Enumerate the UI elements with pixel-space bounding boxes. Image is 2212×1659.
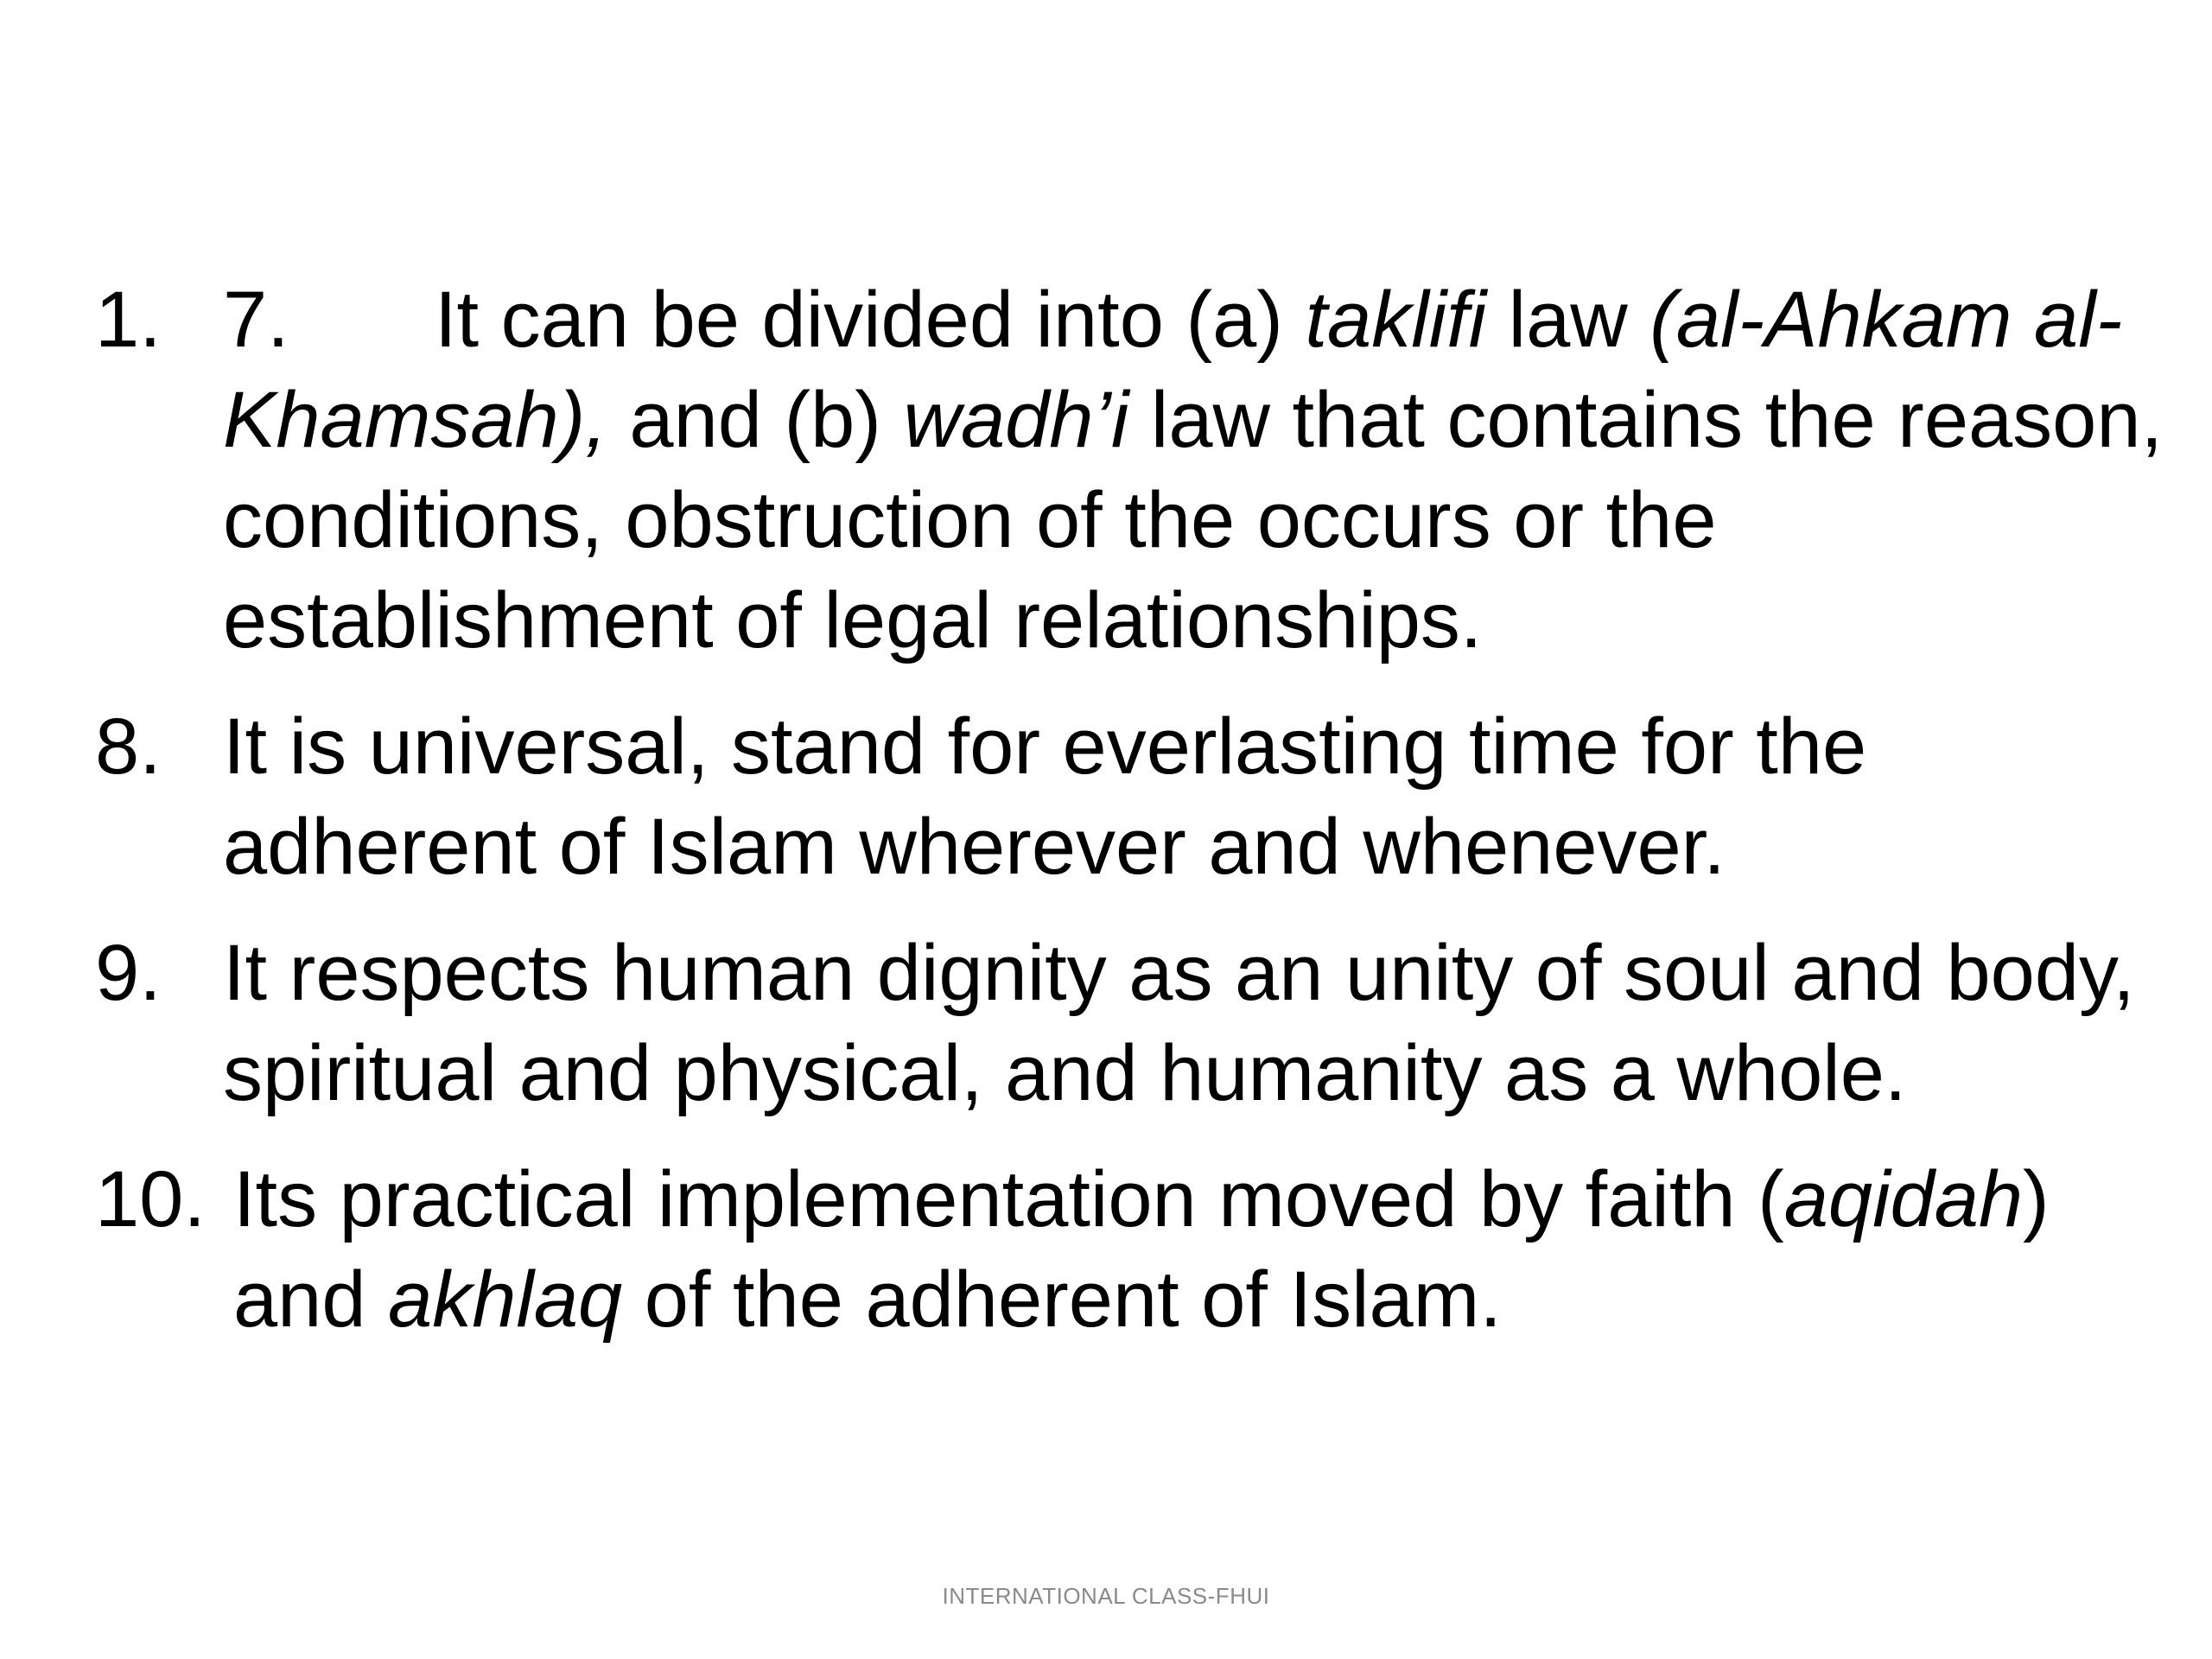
text-segment: of the adherent of Islam. xyxy=(622,1255,1502,1344)
list-item-number: 9. xyxy=(95,929,162,1017)
slide-footer: INTERNATIONAL CLASS-FHUI xyxy=(942,1583,1270,1609)
text-segment: Its practical implementation moved by faith ( xyxy=(233,1155,1784,1243)
list-item-number: 8. xyxy=(95,702,162,791)
text-segment-italic: (al-Ahkam al-Khamsah), xyxy=(223,276,2123,464)
list-item xyxy=(95,696,2169,897)
list-item-text xyxy=(233,1149,2169,1350)
text-segment-italic: akhlaq xyxy=(388,1255,623,1344)
numbered-list xyxy=(95,270,2169,1376)
list-item-number: 1. xyxy=(95,276,162,364)
text-segment: and (b) xyxy=(607,376,904,464)
list-item-sub-number: 7. xyxy=(223,276,289,364)
list-item-number: 10. xyxy=(95,1155,206,1243)
list-item xyxy=(95,270,2169,671)
text-segment: It respects human dignity as an unity of soul and body, spiritual and physical, and humanity as a whole. xyxy=(223,929,2135,1117)
list-item xyxy=(95,923,2169,1123)
list-item-text xyxy=(223,270,2169,671)
text-segment: It can be divided into (a) xyxy=(435,276,1306,364)
text-segment: law that contains the reason, conditions, obstruction of the occurs or the establishment of legal relationships. xyxy=(223,376,2164,664)
list-item-text xyxy=(223,923,2169,1123)
list-item-text xyxy=(223,696,2169,897)
text-segment: law xyxy=(1486,276,1650,364)
list-item xyxy=(95,1149,2169,1350)
text-segment-italic: aqidah xyxy=(1783,1155,2024,1243)
text-segment-italic: taklifi xyxy=(1305,276,1487,364)
text-segment-italic: wadh’i xyxy=(903,376,1129,464)
text-segment: ) and xyxy=(233,1155,2050,1344)
text-segment: It is universal, stand for everlasting time for the adherent of Islam wherever and whenever. xyxy=(223,702,1867,891)
